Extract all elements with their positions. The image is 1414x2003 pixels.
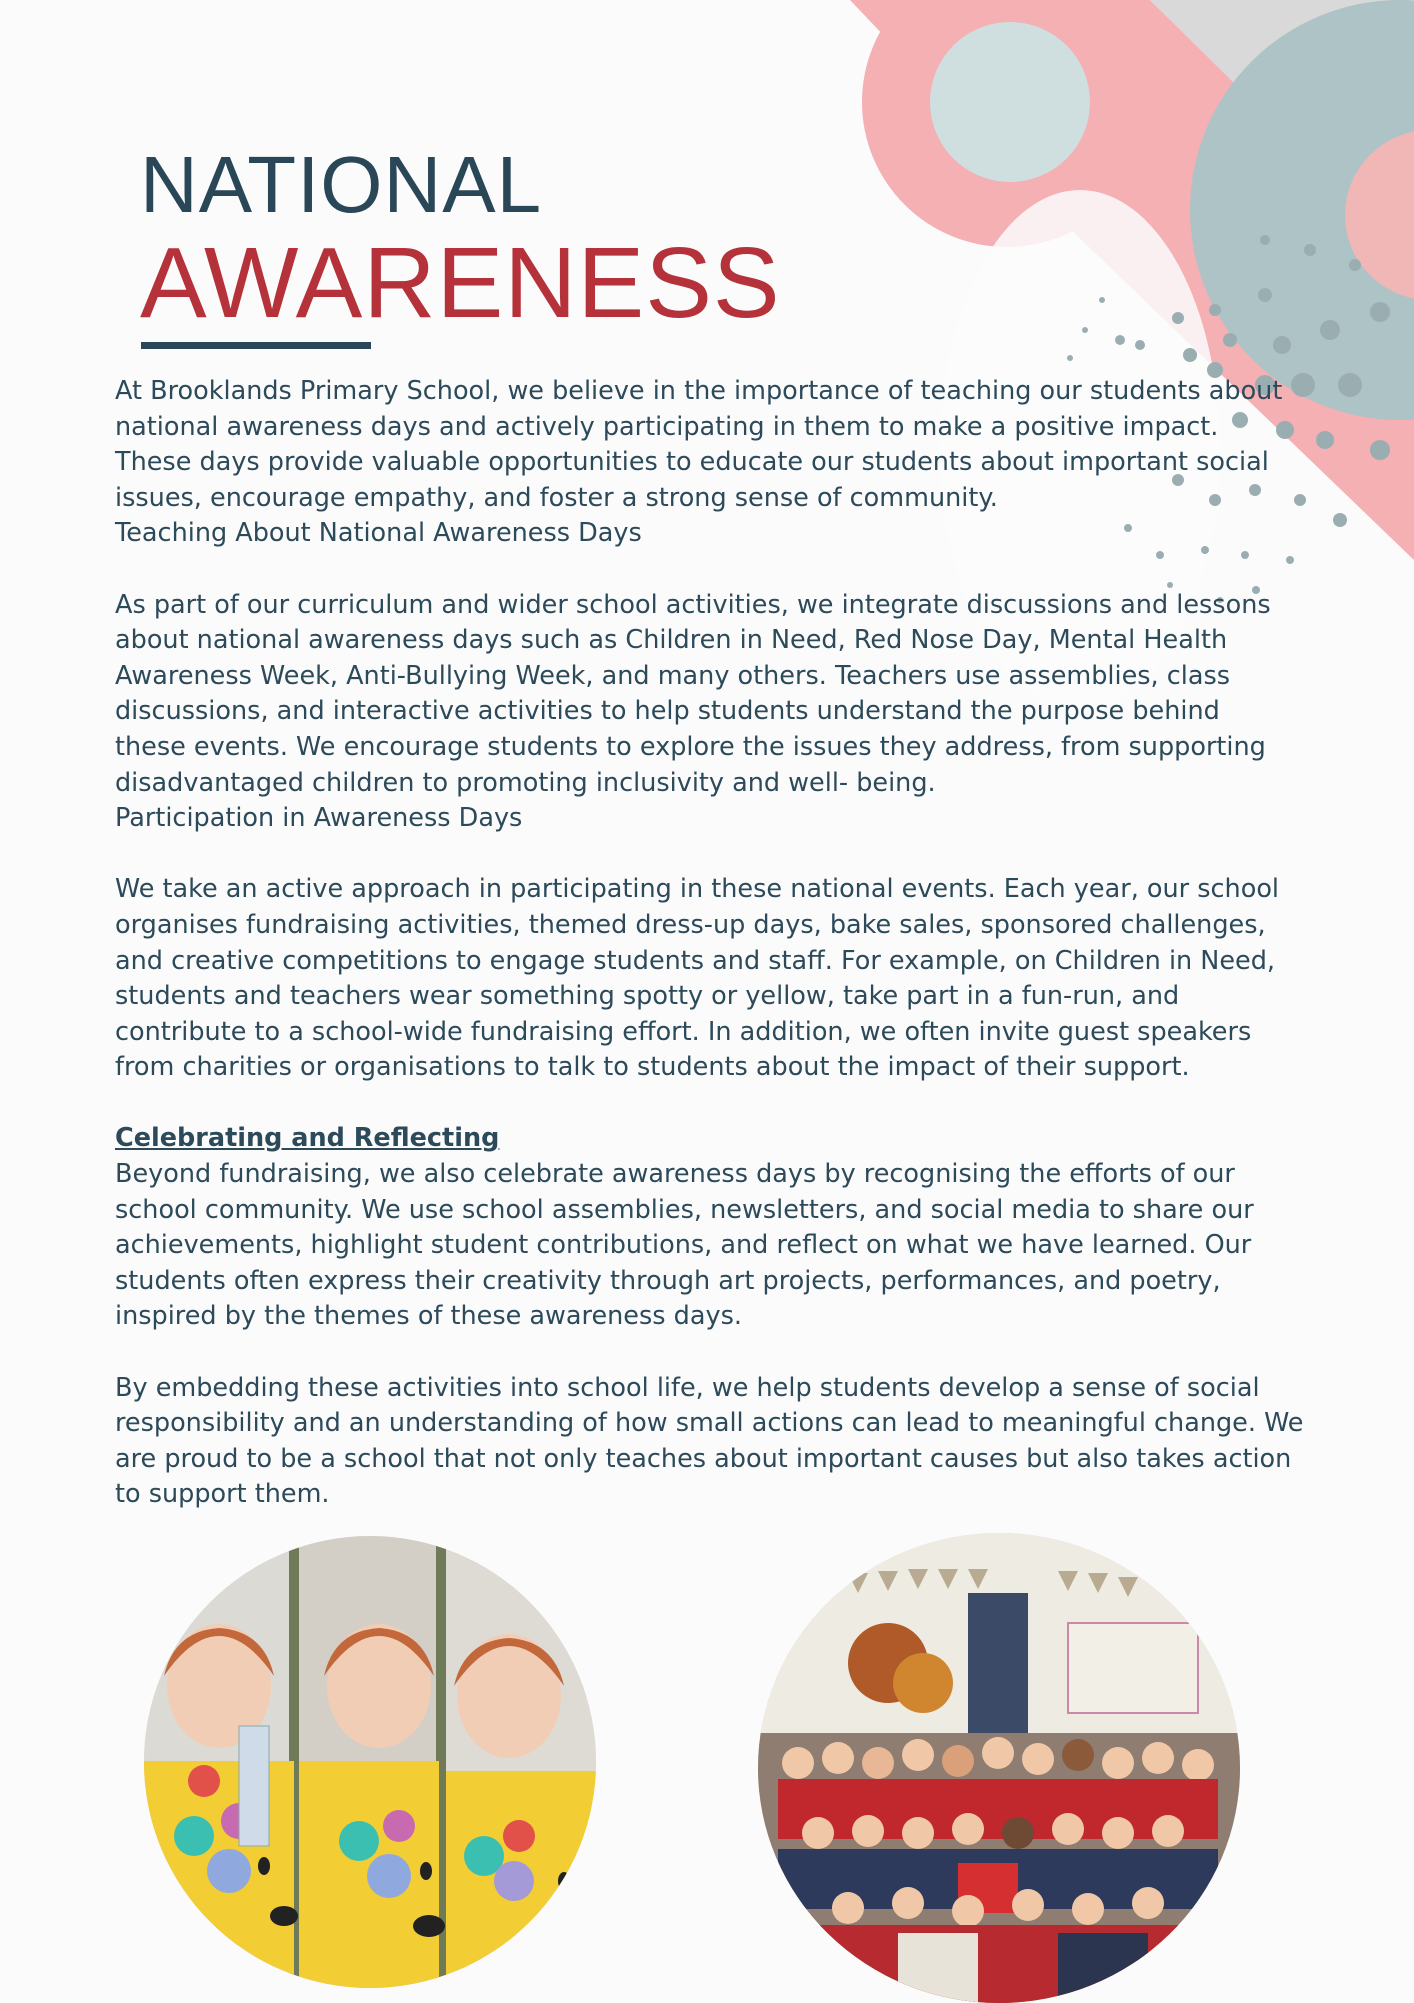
article-body xyxy=(115,374,1315,1513)
pale-blue-circle xyxy=(930,22,1090,182)
teaching-paragraph: As part of our curriculum and wider school activities, we integrate discussions and lessons about national awareness days such as Children in Need, Red Nose Day, Mental Health Awareness Week, Anti-Bullying Week, and many others. Teachers use assemblies, class discussions, and interactive activities to help students understand the purpose behind these events. We encourage students to explore the issues they address, from supporting disadvantaged children to promoting inclusivity and well- being. xyxy=(115,589,1271,798)
title-awareness: AWARENESS xyxy=(140,227,781,339)
title-underline xyxy=(141,342,371,349)
title-national: NATIONAL xyxy=(140,140,543,229)
participation-heading: Participation in Awareness Days xyxy=(115,803,523,834)
teaching-heading: Teaching About National Awareness Days xyxy=(115,518,642,549)
celebrating-heading: Celebrating and Reflecting xyxy=(115,1123,500,1154)
photo-class-group xyxy=(758,1533,1240,2003)
intro-paragraph: At Brooklands Primary School, we believe in the importance of teaching our students about national awareness days and actively participating in them to make a positive impact. These days provide valuable opportunities to educate our students about important social issues, encourage empathy, and foster a strong sense of community. xyxy=(115,376,1283,513)
photo-children-in-need xyxy=(144,1536,596,1988)
closing-paragraph: By embedding these activities into school life, we help students develop a sense of social responsibility and an understanding of how small actions can lead to meaningful change. We are proud to be a school that not only teaches about important causes but also takes action to support them. xyxy=(115,1372,1304,1510)
participation-paragraph: We take an active approach in participating in these national events. Each year, our school organises fundraising activities, themed dress-up days, bake sales, sponsored challenges, and creative competitions to engage students and staff. For example, on Children in Need, students and teachers wear something spotty or yellow, take part in a fun-run, and contribute to a school-wide fundraising effort. In addition, we often invite guest speakers from charities or organisations to talk to students about the impact of their support. xyxy=(115,874,1280,1083)
celebrating-paragraph: Beyond fundraising, we also celebrate awareness days by recognising the efforts of our school community. We use school assemblies, newsletters, and social media to share our achievements, highlight student contributions, and reflect on what we have learned. Our students often express their creativity through art projects, performances, and poetry, inspired by the themes of these awareness days. xyxy=(115,1159,1254,1332)
